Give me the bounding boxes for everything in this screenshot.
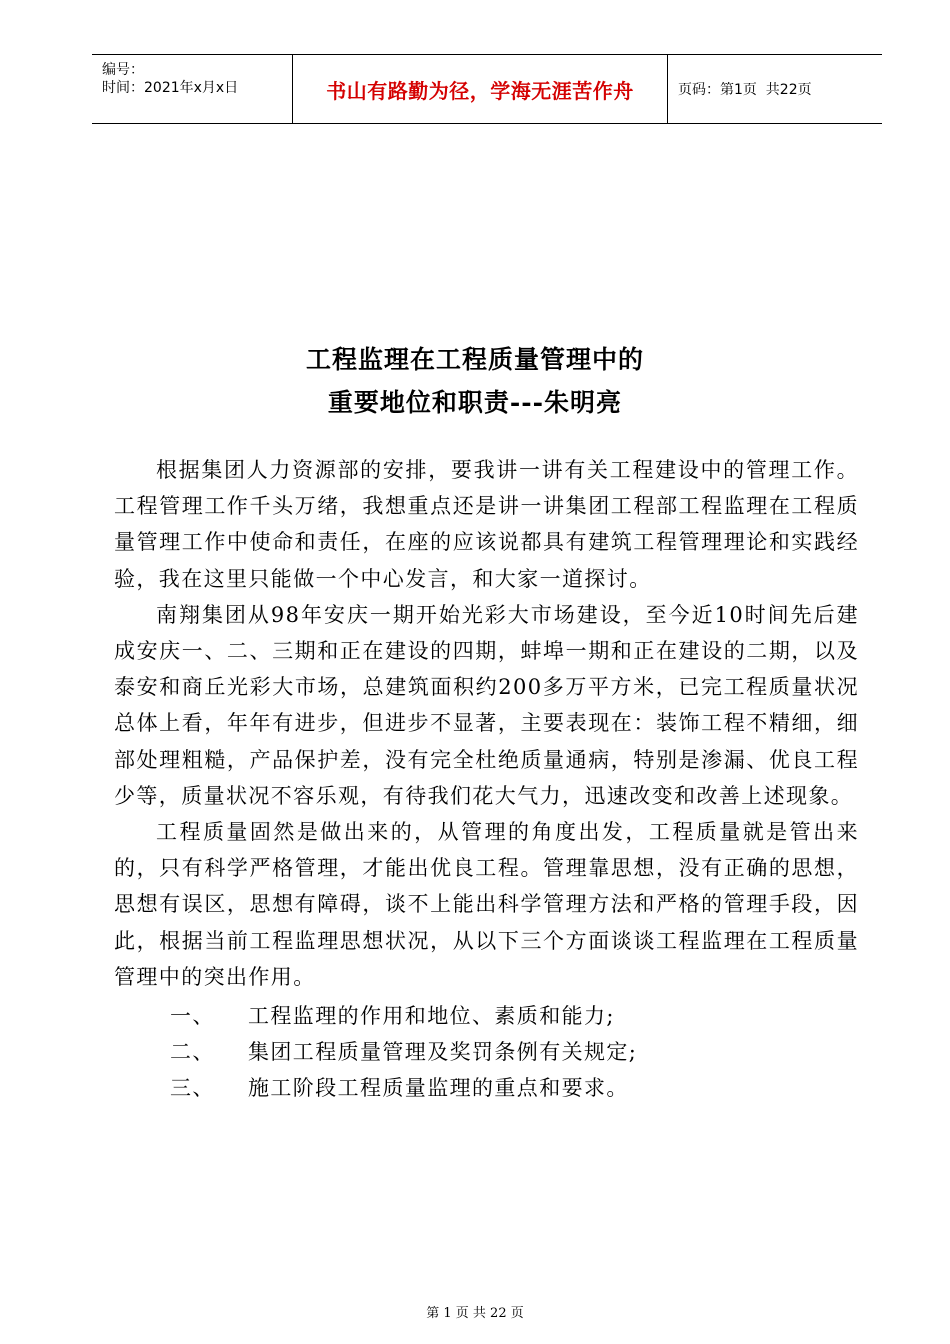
list-item-text: 集团工程质量管理及奖罚条例有关规定; [248, 1040, 638, 1064]
header-meta [92, 55, 292, 123]
header-motto-cell [292, 55, 668, 123]
paragraph: 根据集团人力资源部的安排，要我讲一讲有关工程建设中的管理工作。工程管理工作千头万绪，我想重点还是讲一讲集团工程部工程监理在工程质量管理工作中使命和责任，在座的应该说都具有建筑工程管理理论和实践经验，我在这里只能做一个中心发言，和大家一道探讨。 [114, 458, 859, 591]
header-page-label: 页码：第1页 共22页 [678, 82, 812, 98]
header-motto: 书山有路勤为径，学海无涯苦作舟 [326, 78, 634, 103]
paragraph: 南翔集团从98年安庆一期开始光彩大市场建设，至今近10时间先后建成安庆一、二、三期和正在建设的四期，蚌埠一期和正在建设的二期，以及泰安和商丘光彩大市场，总建筑面积约200多万平方米，已完工程质量状况总体上看，年年有进步，但进步不显著，主要表现在：装饰工程不精细，细部处理粗糙，产品保护差，没有完全杜绝质量通病，特别是渗漏、优良工程少等，质量状况不容乐观，有待我们花大气力，迅速改变和改善上述现象。 [114, 602, 859, 808]
page-footer: 第 1 页 共 22 页 [426, 1306, 524, 1321]
document-title-line2: 重要地位和职责---朱明亮 [327, 388, 623, 417]
number-label: 编号： [102, 62, 144, 78]
list-item-number: 一、 [170, 1004, 215, 1028]
list-item-number: 三、 [170, 1076, 215, 1100]
list-item-number: 二、 [170, 1040, 215, 1064]
list-item-text: 工程监理的作用和地位、素质和能力; [248, 1004, 615, 1028]
time-label: 时间：2021年x月x日 [102, 80, 239, 96]
paragraph: 工程质量固然是做出来的，从管理的角度出发，工程质量就是管出来的，只有科学严格管理，才能出优良工程。管理靠思想，没有正确的思想，思想有误区，思想有障碍，谈不上能出科学管理方法和严格的管理手段，因此，根据当前工程监理思想状况，从以下三个方面谈谈工程监理在工程质量管理中的突出作用。 [114, 820, 859, 989]
document-body [114, 452, 859, 995]
document-title-line1: 工程监理在工程质量管理中的 [305, 345, 644, 374]
header-page-cell [668, 55, 882, 123]
list-item-text: 施工阶段工程质量监理的重点和要求。 [248, 1076, 629, 1100]
page-header [92, 54, 882, 124]
